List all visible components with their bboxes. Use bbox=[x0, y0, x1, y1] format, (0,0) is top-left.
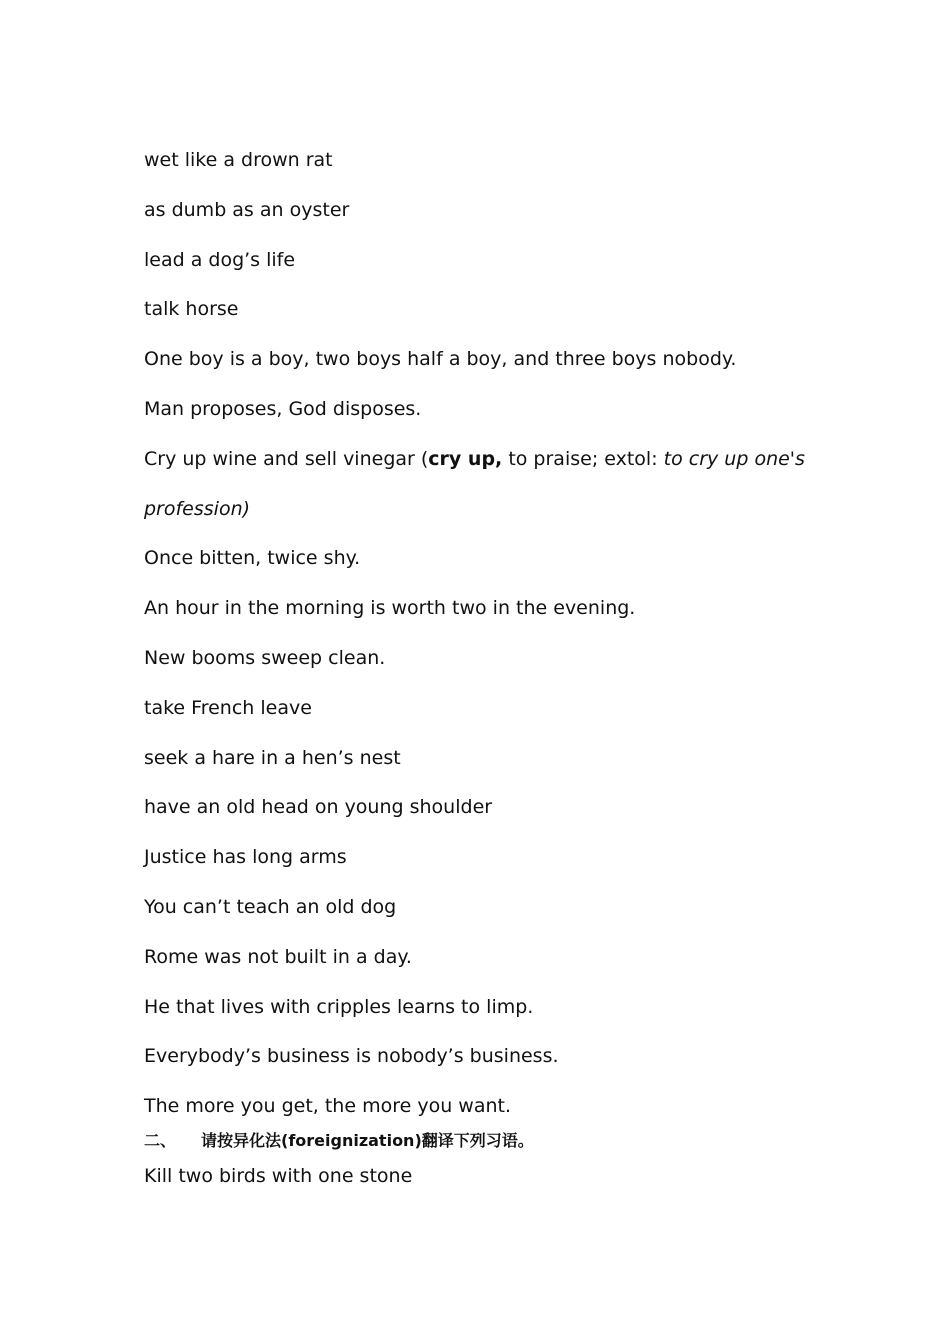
idiom-line: Rome was not built in a day. bbox=[144, 945, 412, 968]
idiom-line: as dumb as an oyster bbox=[144, 198, 350, 221]
idiom-line: Man proposes, God disposes. bbox=[144, 397, 422, 420]
idiom-line: Everybody’s business is nobody’s business. bbox=[144, 1045, 559, 1068]
section-title: 请按异化法(foreignization)翻译下列习语。 bbox=[201, 1130, 534, 1150]
idiom-line: have an old head on young shoulder bbox=[144, 796, 493, 819]
idiom-line: seek a hare in a hen’s nest bbox=[144, 746, 401, 769]
cry-up-prefix: Cry up wine and sell vinegar ( bbox=[144, 447, 429, 470]
idiom-line: New booms sweep clean. bbox=[144, 646, 386, 669]
cry-up-bold-term: cry up, bbox=[428, 447, 503, 470]
cry-up-example: to cry up one's profession) bbox=[144, 447, 805, 520]
idiom-line: Justice has long arms bbox=[144, 846, 347, 869]
idiom-list bbox=[144, 136, 824, 1198]
idiom-line: He that lives with cripples learns to limp. bbox=[144, 995, 534, 1018]
idiom-line: One boy is a boy, two boys half a boy, and three boys nobody. bbox=[144, 348, 737, 371]
idiom-line: talk horse bbox=[144, 298, 239, 321]
idiom-line: The more you get, the more you want. bbox=[144, 1095, 512, 1118]
idiom-line-cry-up bbox=[144, 435, 824, 535]
idiom-line: lead a dog’s life bbox=[144, 248, 296, 271]
idiom-line: Once bitten, twice shy. bbox=[144, 547, 361, 570]
section-number: 二、 bbox=[144, 1130, 177, 1150]
idiom-line: take French leave bbox=[144, 696, 312, 719]
idiom-line: You can’t teach an old dog bbox=[144, 895, 397, 918]
cry-up-definition: to praise; extol: bbox=[502, 447, 664, 470]
idiom-line: Kill two birds with one stone bbox=[144, 1164, 413, 1187]
section-heading bbox=[144, 1128, 824, 1154]
idiom-line: wet like a drown rat bbox=[144, 149, 333, 171]
idiom-line: An hour in the morning is worth two in the evening. bbox=[144, 597, 636, 620]
